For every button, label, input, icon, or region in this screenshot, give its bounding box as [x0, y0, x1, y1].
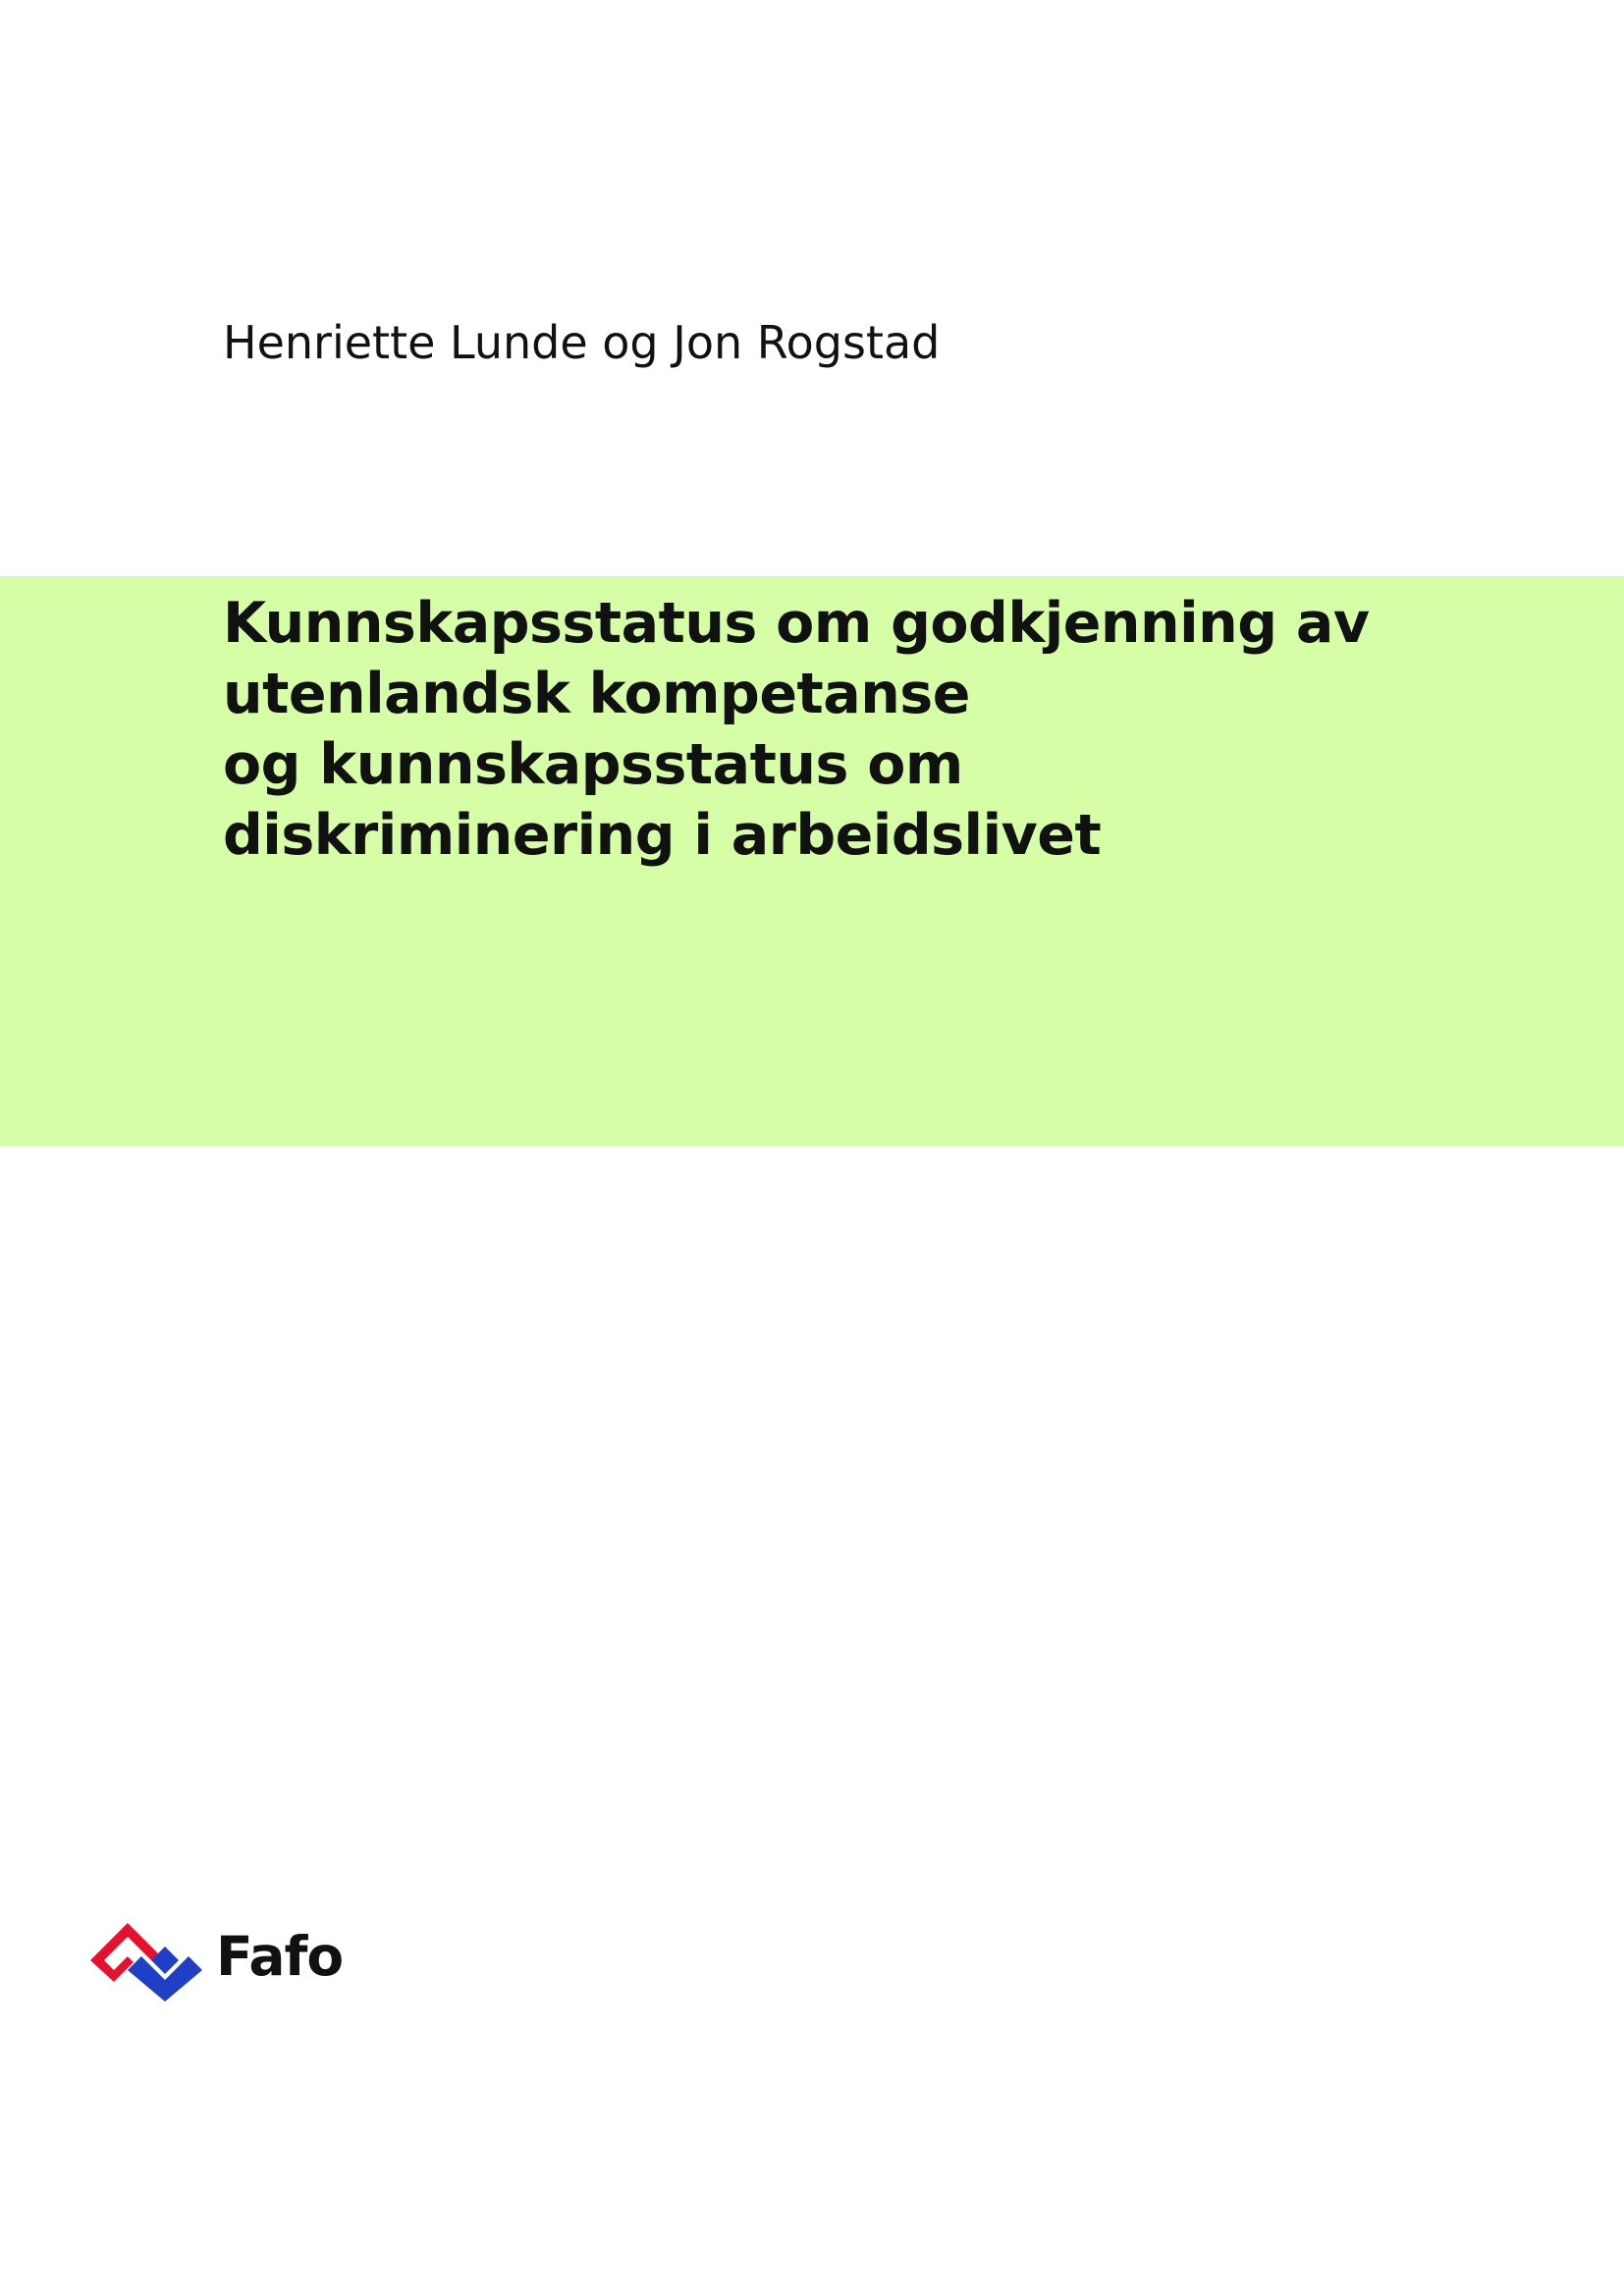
title-line: utenlandsk kompetanse: [223, 662, 970, 726]
fafo-logo: [90, 1919, 355, 2002]
title-line: Kunnskapsstatus om godkjenning av: [223, 591, 1370, 656]
report-title: [223, 588, 1369, 871]
fafo-logo-icon: [90, 1919, 208, 2002]
authors: Henriette Lunde og Jon Rogstad: [223, 316, 941, 369]
title-line: diskriminering i arbeidslivet: [223, 803, 1102, 868]
logo-wordmark: Fafo: [216, 1925, 344, 1988]
title-line: og kunnskapsstatus om: [223, 732, 963, 797]
